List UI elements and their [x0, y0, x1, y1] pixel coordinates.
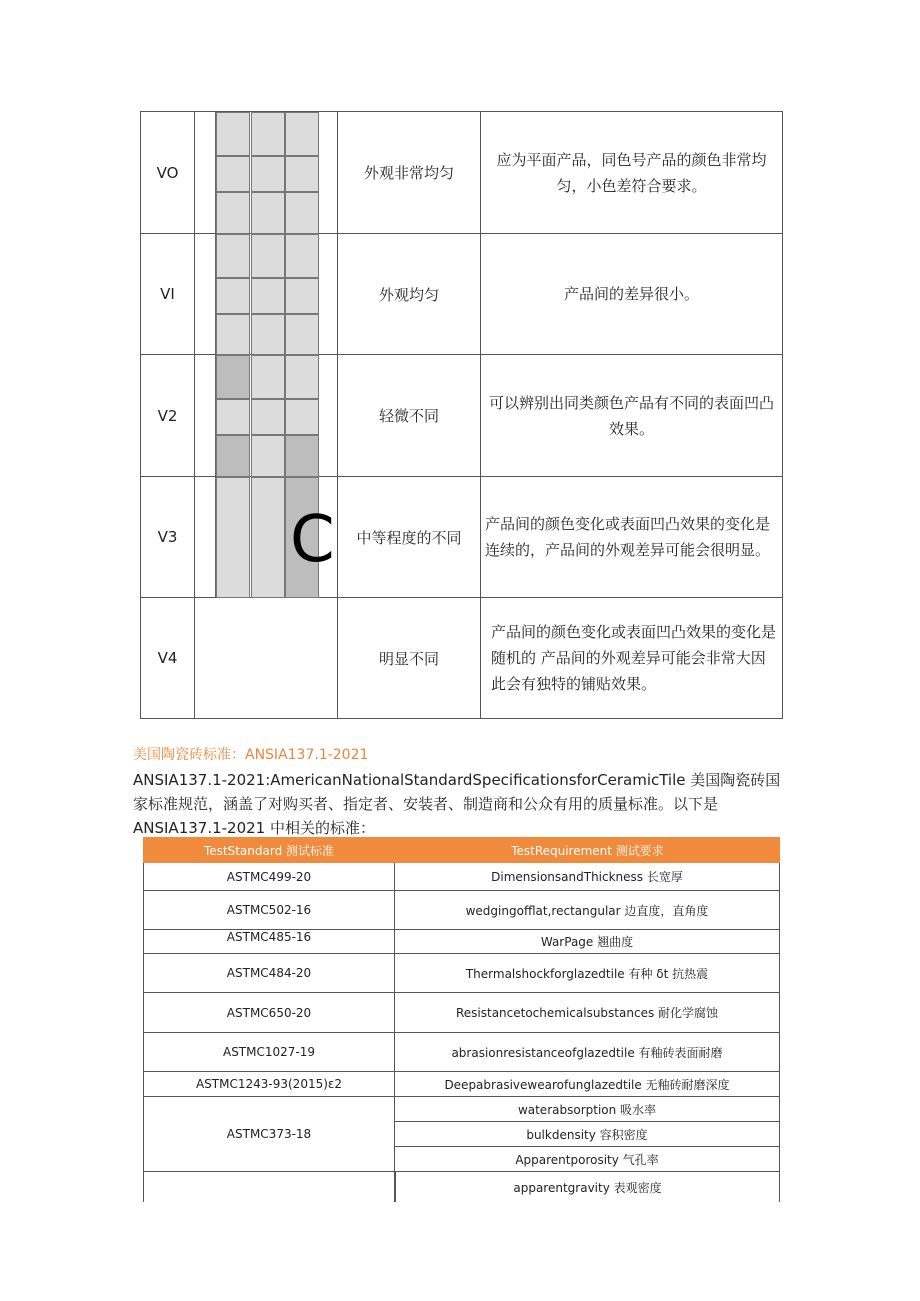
header-test-standard: TestStandard 测试标准: [143, 837, 395, 863]
variation-name: 中等程度的不同: [338, 477, 481, 597]
standard-cell: ASTMC1243-93(2015)ε2: [143, 1072, 395, 1097]
variation-name: 外观均匀: [338, 234, 481, 354]
table-row: [141, 234, 782, 355]
standard-cell: ASTMC485-16: [143, 930, 395, 954]
variation-description: 产品间的差异很小。: [563, 285, 699, 303]
variation-name: 外观非常均匀: [338, 112, 481, 233]
v3-glyph: C: [290, 503, 335, 577]
requirement-cell: Deepabrasivewearofunglazedtile 无釉砖耐磨深度: [395, 1072, 780, 1097]
requirement-cell: Thermalshockforglazedtile 有种 δt 抗热震: [395, 954, 780, 993]
intro-paragraph: ANSIA137.1-2021:AmericanNationalStandardSpecificationsforCeramicTile 美国陶瓷砖国家标准规范，涵盖了对购买者、指定者、安装者、制造商和公众有用的质量标准。以下是 ANSIA137.1-2021 中相关的标准：: [133, 771, 781, 837]
variation-code: VI: [141, 234, 195, 354]
standard-cell: [143, 1172, 395, 1202]
requirement-cell: Resistancetochemicalsubstances 耐化学腐蚀: [395, 993, 780, 1033]
requirement-cell: abrasionresistanceofglazedtile 有釉砖表面耐磨: [395, 1033, 780, 1072]
tile-sample-image: [195, 355, 338, 476]
variation-description: 产品间的颜色变化或表面凹凸效果的变化是连续的，产品间的外观差异可能会很明显。: [485, 515, 771, 559]
table-row: [141, 112, 782, 234]
standard-cell: ASTMC502-16: [143, 891, 395, 930]
variation-description: 产品间的颜色变化或表面凹凸效果的变化是随机的 产品间的外观差异可能会非常大因此会有独特的铺贴效果。: [491, 623, 777, 693]
requirement-cell: DimensionsandThickness 长宽厚: [395, 863, 780, 891]
table-row: [141, 598, 782, 718]
standard-cell: ASTMC373-18: [143, 1097, 395, 1172]
variation-description: 可以辨别出同类颜色产品有不同的表面凹凸效果。: [488, 393, 774, 438]
requirement-cell: apparentgravity 表观密度: [395, 1172, 780, 1202]
standard-cell: ASTMC499-20: [143, 863, 395, 891]
standard-cell: ASTMC650-20: [143, 993, 395, 1033]
requirement-cell: bulkdensity 容积密度: [395, 1122, 780, 1147]
variation-code: VO: [141, 112, 195, 233]
tile-sample-image: [195, 112, 338, 233]
variation-table: [140, 111, 783, 719]
requirement-cell: Apparentporosity 气孔率: [395, 1147, 780, 1172]
variation-code: V4: [141, 598, 195, 718]
tile-sample-image: [195, 598, 338, 718]
variation-description: 应为平面产品，同色号产品的颜色非常均匀，小色差符合要求。: [496, 150, 767, 195]
requirement-cell: wedgingofflat,rectangular 边直度，直角度: [395, 891, 780, 930]
standard-cell: ASTMC1027-19: [143, 1033, 395, 1072]
tile-sample-image: [195, 234, 338, 354]
table-row: [141, 477, 782, 598]
requirement-cell: WarPage 翘曲度: [395, 930, 780, 954]
variation-name: 轻微不同: [338, 355, 481, 476]
section-heading: 美国陶瓷砖标准：ANSIA137.1-2021: [133, 747, 369, 763]
variation-code: V3: [141, 477, 195, 597]
variation-name: 明显不同: [338, 598, 481, 718]
variation-code: V2: [141, 355, 195, 476]
requirement-cell: waterabsorption 吸水率: [395, 1097, 780, 1122]
table-row: [141, 355, 782, 477]
standard-cell: ASTMC484-20: [143, 954, 395, 993]
header-test-requirement: TestRequirement 测试要求: [395, 837, 780, 863]
tile-sample-image: [195, 477, 338, 597]
